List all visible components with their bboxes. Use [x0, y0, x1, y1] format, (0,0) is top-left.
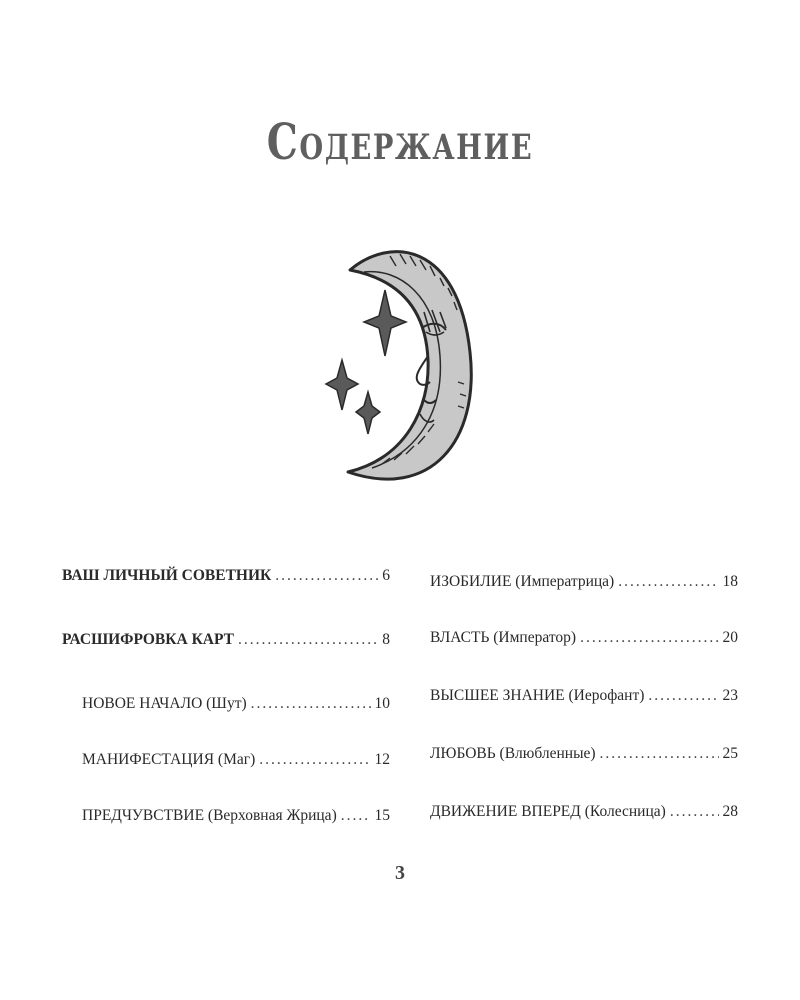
toc-entry-page: 18 [722, 573, 738, 590]
toc-entry-page: 12 [374, 751, 390, 768]
toc-entry-page: 20 [722, 629, 738, 646]
toc-entry-label: МАНИФЕСТАЦИЯ (Маг) [82, 751, 256, 768]
toc-entry-label: ПРЕДЧУВСТВИЕ (Верховная Жрица) [82, 807, 337, 824]
dot-leader [600, 744, 719, 764]
toc-entry[interactable] [82, 750, 390, 770]
toc-entry[interactable] [82, 806, 390, 826]
toc-entry-label: НОВОЕ НАЧАЛО (Шут) [82, 695, 247, 712]
toc-entry-label: ВЫСШЕЕ ЗНАНИЕ (Иерофант) [430, 687, 645, 704]
toc-entry-label: РАСШИФРОВКА КАРТ [62, 631, 234, 648]
toc-entry[interactable] [62, 566, 390, 586]
dot-leader [251, 694, 371, 714]
toc-entry-label: ВАШ ЛИЧНЫЙ СОВЕТНИК [62, 567, 272, 584]
toc-entry-page: 25 [722, 745, 738, 762]
toc-entry[interactable] [430, 744, 738, 764]
dot-leader [618, 572, 718, 592]
crescent-moon-icon [320, 232, 480, 512]
dot-leader [670, 802, 719, 822]
toc-entry-label: ЛЮБОВЬ (Влюбленные) [430, 745, 596, 762]
dot-leader [341, 806, 371, 826]
page-title: Содержание [266, 112, 534, 171]
toc-entry-label: ИЗОБИЛИЕ (Императрица) [430, 573, 615, 590]
toc-entry-page: 8 [382, 631, 390, 648]
toc-entry-page: 15 [374, 807, 390, 824]
toc-entry-page: 10 [374, 695, 390, 712]
toc-entry[interactable] [430, 572, 738, 592]
toc-entry-label: ДВИЖЕНИЕ ВПЕРЕД (Колесница) [430, 803, 666, 820]
toc-entry-label: ВЛАСТЬ (Император) [430, 629, 577, 646]
toc-entry[interactable] [62, 630, 390, 650]
toc-entry-page: 28 [722, 803, 738, 820]
toc-entry[interactable] [430, 686, 738, 706]
dot-leader [580, 628, 718, 648]
toc-entry-page: 23 [722, 687, 738, 704]
dot-leader [238, 630, 378, 650]
toc-entry[interactable] [430, 628, 738, 648]
dot-leader [648, 686, 718, 706]
toc-entry-page: 6 [382, 567, 390, 584]
dot-leader [275, 566, 378, 586]
page-number: 3 [395, 862, 405, 884]
dot-leader [259, 750, 370, 770]
toc-entry[interactable] [430, 802, 738, 822]
toc-entry[interactable] [82, 694, 390, 714]
